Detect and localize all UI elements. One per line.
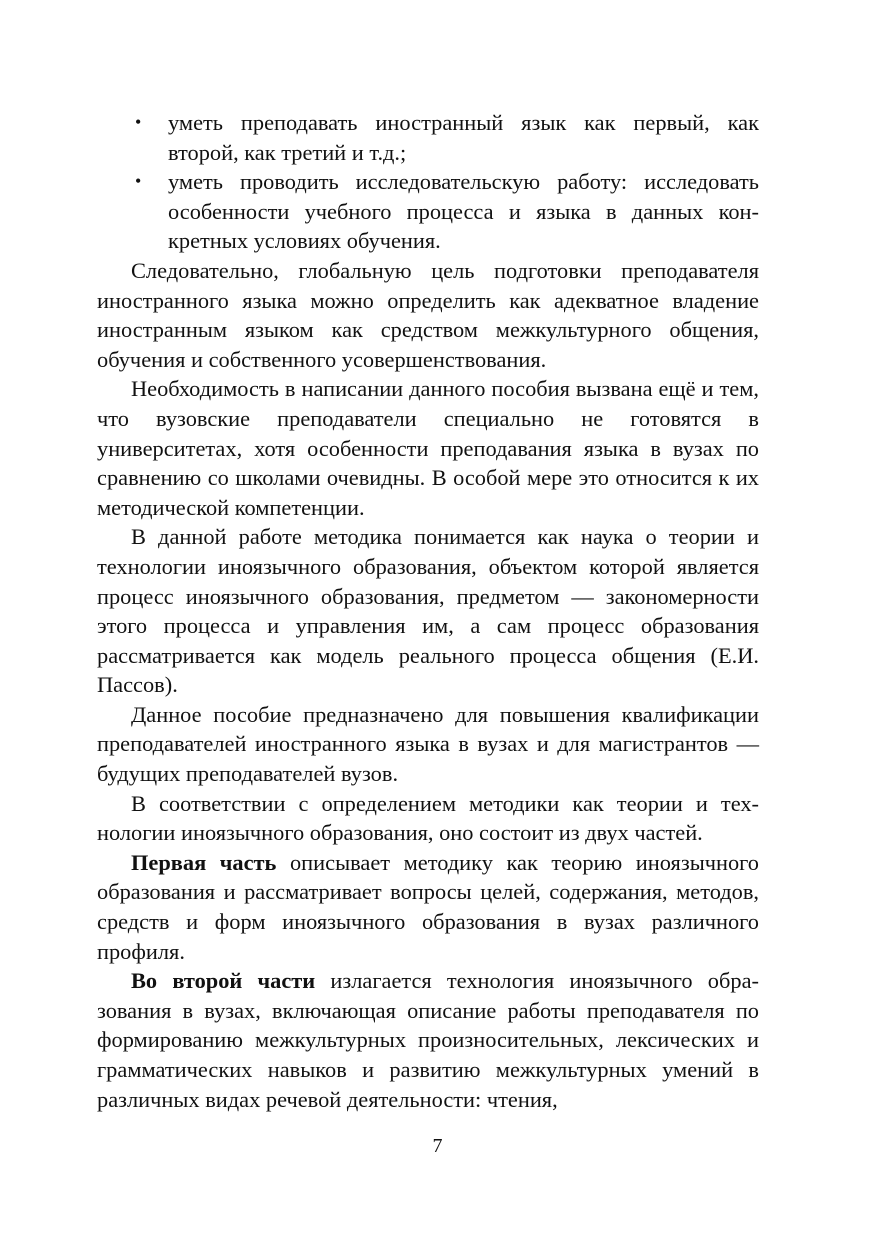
paragraph-part-one: Первая часть описывает методику как теорию иноязычного образования и рассматривает вопросы целей, содержания, методов, средств и форм иноязычного образования в вузах различного профиля.: [97, 849, 759, 964]
paragraph-purpose: Данное пособие предназначено для повышения квалификации преподавателей иностранного языка в вузах и для магистрантов — будущих преподавателей вузов.: [97, 701, 759, 787]
bullet-list: [97, 108, 759, 256]
bullet-marker: •: [135, 171, 142, 192]
bullet-text: уметь преподавать иностранный язык как первый, как второй, как третий и т.д.;: [168, 110, 759, 165]
paragraph-structure: В соответствии с определением методики как теории и технологии иноязычного образования, оно состоит из двух частей.: [97, 790, 759, 846]
part-two-heading: Во второй части: [131, 968, 316, 994]
page-body: [97, 108, 759, 1114]
paragraph-methodology: В данной работе методика понимается как наука о теории и технологии иноязычного образования, объектом которой является процесс иноязычного образования, предметом — закономерности этого процесса и управления им, а сам процесс образования рассматривается как модель реального процесса общения (Е.И. Пассов).: [97, 524, 759, 698]
paragraph-necessity: Необходимость в написании данного пособия вызвана ещё и тем, что вузовские преподаватели специально не готовятся в университетах, хотя особенности преподавания языка в вузах по сравнению со школами очевидны. В особой мере это относится к их методической компетенции.: [97, 376, 759, 520]
bullet-item: [97, 167, 759, 256]
part-one-heading: Первая часть: [131, 849, 277, 875]
paragraph-part-two: Во второй части излагается технология иноязычного образования в вузах, включающая описание работы преподавателя по формированию межкультурных произносительных, лексических и грамматических навыков и развитию межкультурных умений в различных видах речевой деятельности: чтения,: [97, 968, 759, 1112]
paragraph-goal: Следовательно, глобальную цель подготовки преподавателя иностранного языка можно определить как адекватное владение иностранным языком как средством межкультурного общения, обучения и собственного усовершенствования.: [97, 257, 759, 372]
bullet-text: уметь проводить исследовательскую работу: исследовать особенности учебного процесса и языка в данных конкретных условиях обучения.: [168, 169, 759, 254]
page-number: 7: [432, 1135, 443, 1157]
bullet-item: [97, 108, 759, 167]
bullet-marker: •: [135, 112, 142, 132]
